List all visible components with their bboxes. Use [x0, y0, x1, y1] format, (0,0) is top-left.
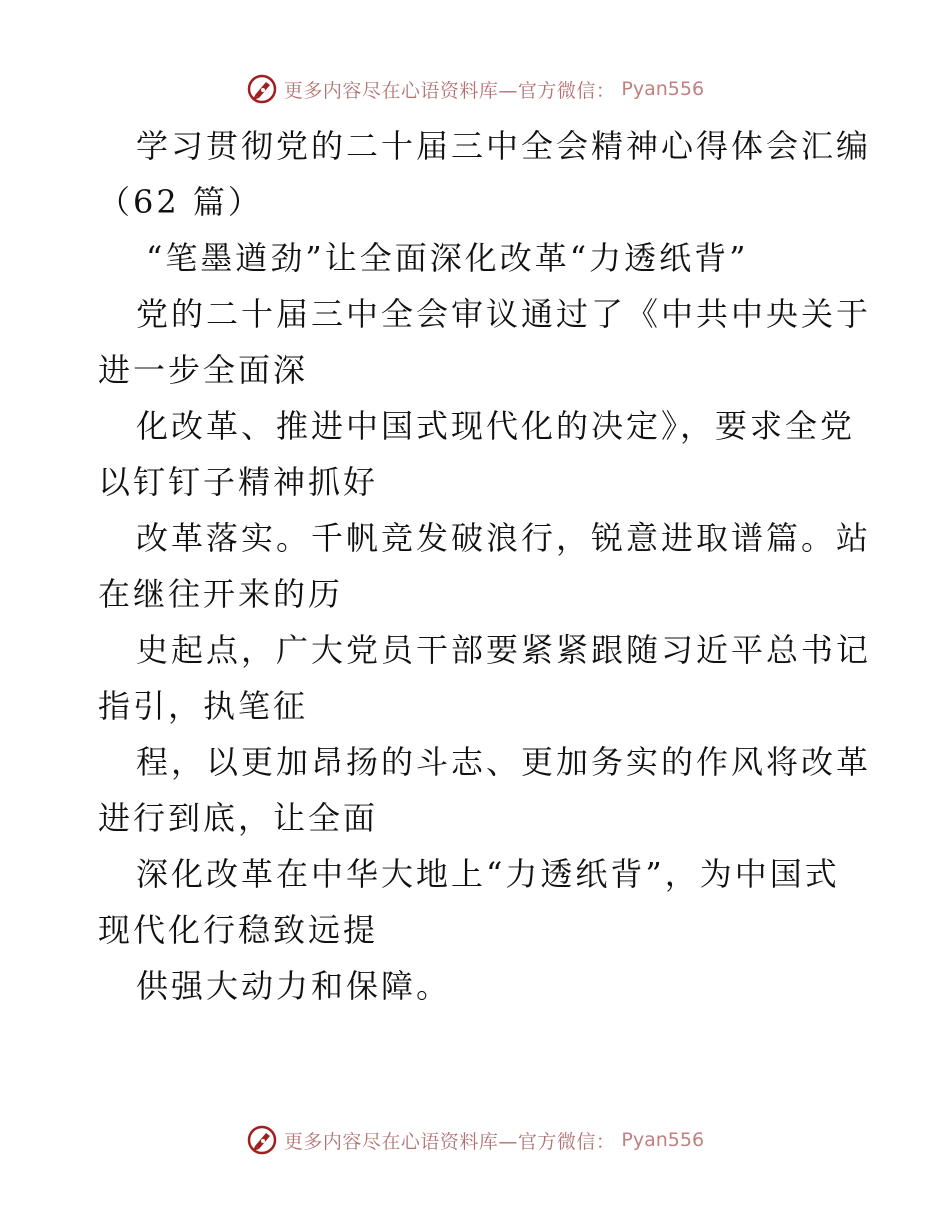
body-line: 党的二十届三中全会审议通过了《中共中央关于 [136, 295, 872, 333]
pen-logo-icon [246, 73, 278, 105]
body-line: 以钉钉子精神抓好 [98, 463, 379, 501]
body-line: 深化改革在中华大地上“力透纸背”，为中国式 [136, 855, 840, 893]
body-line: 进一步全面深 [98, 351, 309, 389]
body-line: 进行到底，让全面 [98, 799, 379, 837]
document-title-line-1: 学习贯彻党的二十届三中全会精神心得体会汇编 [136, 127, 872, 165]
body-line: 指引，执笔征 [98, 687, 309, 725]
header-watermark [0, 72, 950, 106]
body-line: 改革落实。千帆竞发破浪行，锐意进取谱篇。站 [136, 519, 872, 557]
document-title-line-2: （62 篇） [98, 183, 263, 221]
watermark-wechat-id: Pyan556 [621, 78, 705, 100]
body-line: 程，以更加昂扬的斗志、更加务实的作风将改革 [136, 743, 872, 781]
footer-watermark [0, 1123, 950, 1157]
article-subtitle: “笔墨遒劲”让全面深化改革“力透纸背” [146, 239, 749, 277]
watermark-wechat-id: Pyan556 [621, 1129, 705, 1151]
body-line: 在继往开来的历 [98, 575, 344, 613]
body-line: 现代化行稳致远提 [98, 911, 379, 949]
pen-logo-icon [246, 1124, 278, 1156]
document-body [98, 118, 872, 1014]
body-line: 史起点，广大党员干部要紧紧跟随习近平总书记 [136, 631, 872, 669]
watermark-text: 更多内容尽在心语资料库—官方微信： [283, 79, 616, 102]
body-line: 供强大动力和保障。 [136, 967, 452, 1005]
watermark-text: 更多内容尽在心语资料库—官方微信： [283, 1130, 616, 1153]
body-line: 化改革、推进中国式现代化的决定》，要求全党 [136, 407, 856, 445]
